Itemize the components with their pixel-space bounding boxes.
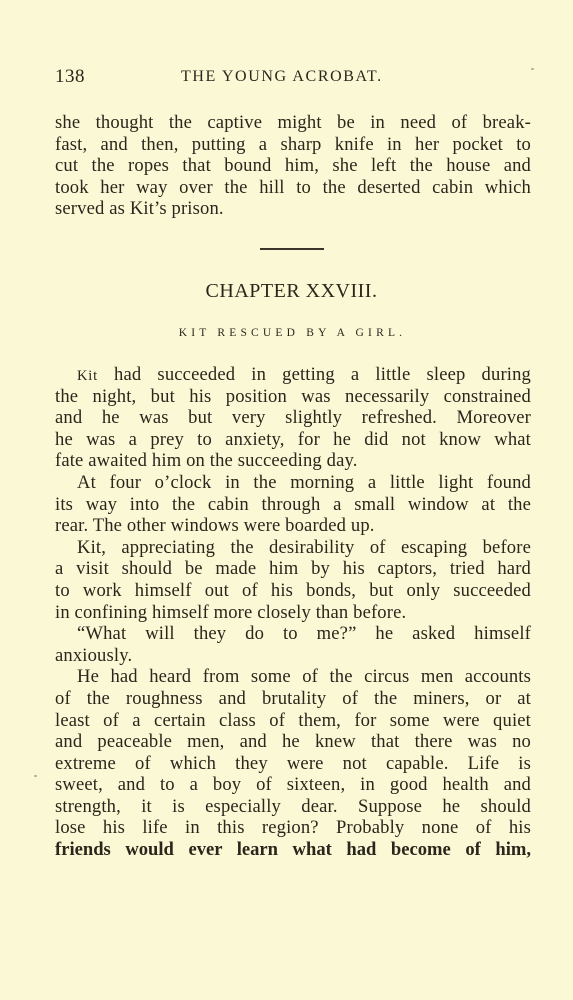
chapter-body — [55, 364, 531, 861]
chapter-subtitle: KIT RESCUED BY A GIRL. — [178, 327, 407, 339]
text-line: cut the ropes that bound him, she left the house and — [55, 155, 531, 177]
text-line: its way into the cabin through a small window at the — [55, 493, 531, 515]
text-line: least of a certain class of them, for some were quiet — [55, 709, 531, 731]
text-line: of the roughness and brutality of the miners, or at — [55, 687, 531, 709]
paper-speck — [531, 68, 534, 70]
text-line: He had heard from some of the circus men accounts — [77, 666, 531, 688]
text-line: in confining himself more closely than before. — [55, 601, 407, 623]
text-line: strength, it is especially dear. Suppose he should — [55, 795, 531, 817]
section-divider-rule — [260, 248, 324, 250]
text-line: served as Kit’s prison. — [55, 198, 224, 220]
text-line: to work himself out of his bonds, but only succeeded — [55, 579, 531, 601]
text-fragment: had succeeded in getting a little sleep during — [97, 364, 531, 385]
chapter-title: CHAPTER XXVIII. — [205, 280, 378, 302]
paper-speck — [34, 775, 37, 777]
text-line: fast, and then, putting a sharp knife in her pocket to — [55, 133, 531, 155]
text-line: Kit, appreciating the desirability of escaping before — [77, 536, 531, 558]
text-line: a visit should be made him by his captors, tried hard — [55, 558, 531, 580]
opening-paragraph — [55, 112, 531, 220]
page-header — [55, 66, 530, 92]
text-line: he was a prey to anxiety, for he did not know what — [55, 428, 531, 450]
text-line: lose his life in this region? Probably none of his — [55, 817, 531, 839]
text-line: sweet, and to a boy of sixteen, in good health and — [55, 774, 531, 796]
text-line: extreme of which they were not capable. Life is — [55, 752, 531, 774]
paragraph-first-line — [55, 364, 531, 386]
text-line: and peaceable men, and he knew that there was no — [55, 731, 531, 753]
page-number: 138 — [55, 66, 85, 87]
text-line: fate awaited him on the succeeding day. — [55, 450, 358, 472]
text-line: took her way over the hill to the deserted cabin which — [55, 176, 531, 198]
text-line: the night, but his position was necessarily constrained — [55, 385, 531, 407]
running-title: THE YOUNG ACROBAT. — [181, 68, 383, 85]
text-line: anxiously. — [55, 644, 133, 666]
text-line: she thought the captive might be in need of break- — [55, 112, 531, 133]
small-caps-opening-word: Kit — [77, 368, 98, 384]
text-line: rear. The other windows were boarded up. — [55, 515, 375, 537]
text-line: and he was but very slightly refreshed. Moreover — [55, 407, 531, 429]
text-line: At four o’clock in the morning a little light found — [77, 471, 531, 493]
text-line: “What will they do to me?” he asked himself — [77, 623, 531, 645]
text-line: friends would ever learn what had become of him, — [55, 839, 531, 861]
